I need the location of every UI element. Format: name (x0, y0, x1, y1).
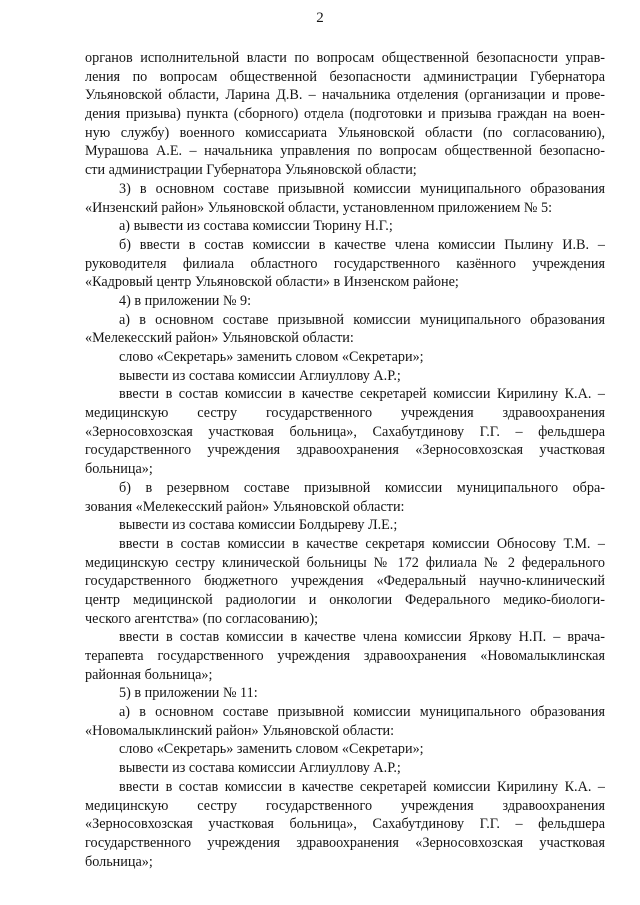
text-line: вывести из состава комиссии Болдыреву Л.Е.; (119, 517, 398, 534)
text-line: центр медицинской радиологии и онкологии Федерального медико-биологи- (85, 591, 605, 608)
text-line: медицинскую сестру клинической больницы № 172 филиала № 2 федерального (85, 554, 605, 571)
text-line: 4) в приложении № 9: (119, 292, 252, 309)
text-line: «Мелекесский район» Ульяновской области: (85, 330, 354, 347)
text-line: б) в резервном составе призывной комиссии муниципального обра- (119, 479, 605, 496)
text-line: вывести из состава комиссии Аглиуллову А.Р.; (119, 367, 401, 384)
text-line: ческого агентства» (по согласованию); (85, 610, 319, 627)
text-line: б) ввести в состав комиссии в качестве члена комиссии Пылину И.В. – (119, 236, 605, 253)
text-line: «Новомалыклинский район» Ульяновской области: (85, 722, 395, 739)
text-line: ввести в состав комиссии в качестве секретарей комиссии Кирилину К.А. – (119, 778, 605, 795)
text-line: сти администрации Губернатора Ульяновской области; (85, 162, 417, 179)
text-line: ввести в состав комиссии в качестве члена комиссии Яркову Н.П. – врача- (119, 629, 605, 646)
text-line: государственного учреждения здравоохранения «Зерносовхозская участковая (85, 442, 605, 459)
text-line: медицинскую сестру государственного учреждения здравоохранения (85, 797, 605, 814)
text-line: государственного бюджетного учреждения «Федеральный научно-клинический (85, 573, 605, 590)
text-line: районная больница»; (85, 666, 213, 683)
text-line: слово «Секретарь» заменить словом «Секретари»; (119, 741, 424, 758)
text-line: Ульяновской области, Ларина Д.В. – начальника отделения (организации и прове- (85, 87, 605, 104)
text-line: руководителя филиала областного государственного казённого учреждения (85, 255, 605, 272)
document-body (85, 49, 605, 871)
text-line: слово «Секретарь» заменить словом «Секретари»; (119, 349, 424, 365)
text-line: 5) в приложении № 11: (119, 685, 258, 702)
text-line: ввести в состав комиссии в качестве секретарей комиссии Кирилину К.А. – (119, 386, 605, 403)
text-line: медицинскую сестру государственного учреждения здравоохранения (85, 405, 605, 422)
text-line: «Инзенский район» Ульяновской области, установленном приложением № 5: (85, 199, 553, 216)
text-line: государственного учреждения здравоохранения «Зерносовхозская участковая (85, 834, 605, 851)
text-line: Мурашова А.Е. – начальника управления по вопросам общественной безопасно- (85, 143, 605, 160)
text-line: 3) в основном составе призывной комиссии муниципального образования (119, 180, 605, 197)
text-line: органов исполнительной власти по вопросам общественной безопасности управ- (85, 50, 605, 66)
text-line: дения призыва) пункта (сборного) отдела (подготовки и призыва граждан на воен- (85, 106, 605, 123)
text-line: а) вывести из состава комиссии Тюрину Н.Г.; (119, 218, 393, 235)
text-line: ввести в состав комиссии в качестве секретаря комиссии Обносову Т.М. – (119, 535, 605, 552)
text-line: а) в основном составе призывной комиссии муниципального образования (119, 704, 605, 721)
text-line: ления по вопросам общественной безопасности администрации Губернатора (85, 68, 605, 85)
text-line: а) в основном составе призывной комиссии муниципального образования (119, 311, 605, 328)
text-line: терапевта государственного учреждения здравоохранения «Новомалыклинская (85, 648, 605, 664)
text-line: больница»; (85, 853, 153, 870)
text-line: вывести из состава комиссии Аглиуллову А.Р.; (119, 760, 401, 777)
text-line: «Кадровый центр Ульяновской области» в Инзенском районе; (85, 274, 459, 291)
text-line: «Зерносовхозская участковая больница», Сахабутдинову Г.Г. – фельдшера (85, 423, 605, 440)
text-line: больница»; (85, 461, 153, 478)
text-line: «Зерносовхозская участковая больница», Сахабутдинову Г.Г. – фельдшера (85, 816, 605, 833)
page-number: 2 (316, 10, 324, 26)
text-line: ную службу) военного комиссариата Ульяновской области (по согласованию), (85, 124, 605, 141)
text-line: зования «Мелекесский район» Ульяновской области: (85, 498, 405, 515)
